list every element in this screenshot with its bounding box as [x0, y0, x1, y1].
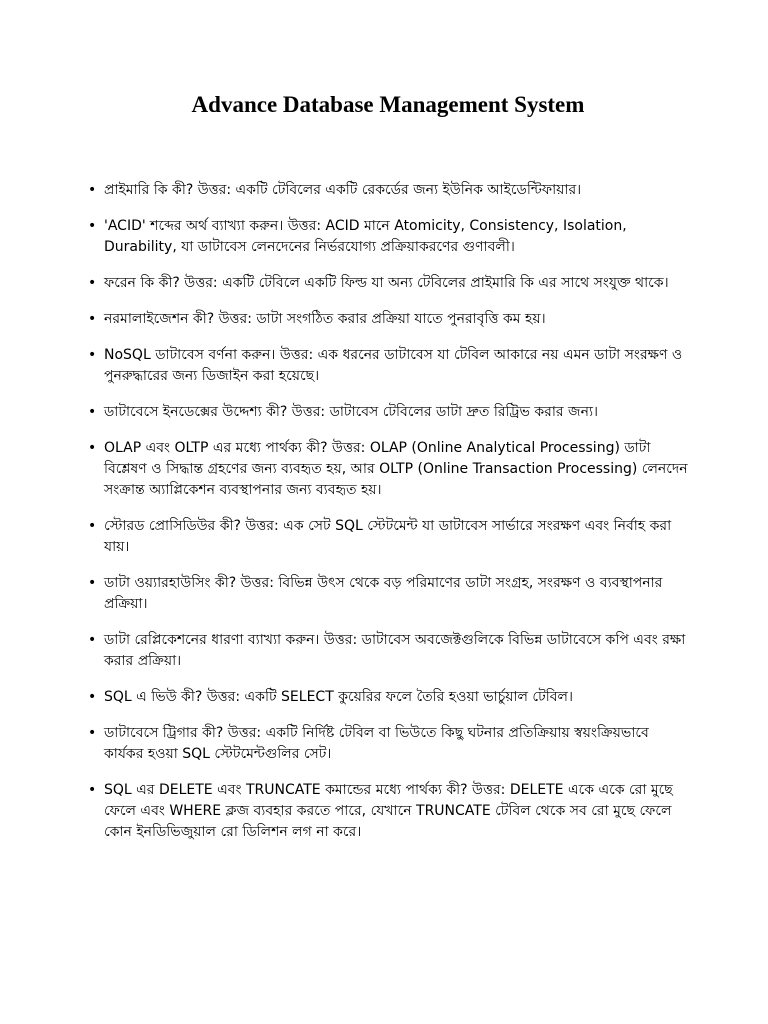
qa-list [88, 180, 688, 843]
qa-item-4 [88, 309, 688, 330]
qa-item-3 [88, 273, 688, 294]
bullet-icon: • [88, 518, 97, 534]
qa-text: NoSQL ডাটাবেস বর্ণনা করুন। উত্তর: এক ধরনের ডাটাবেস যা টেবিল আকারে নয় এমন ডাটা সংরক্ষণ ও পুনরুদ্ধারের জন্য ডিজাইন করা হয়েছে। [104, 347, 683, 384]
bullet-icon: • [88, 311, 97, 327]
qa-text: ডাটা ওয়্যারহাউসিং কী? উত্তর: বিভিন্ন উৎস থেকে বড় পরিমাণের ডাটা সংগ্রহ, সংরক্ষণ ও ব্যবস্থাপনার প্রক্রিয়া। [104, 575, 663, 612]
qa-text: প্রাইমারি কি কী? উত্তর: একটি টেবিলের একটি রেকর্ডের জন্য ইউনিক আইডেন্টিফায়ার। [104, 182, 582, 198]
bullet-icon: • [88, 725, 97, 741]
qa-item-13 [88, 780, 688, 843]
qa-item-8 [88, 516, 688, 558]
qa-text: OLAP এবং OLTP এর মধ্যে পার্থক্য কী? উত্তর: OLAP (Online Analytical Processing) ডাটা বিশ্লেষণ ও সিদ্ধান্ত গ্রহণের জন্য ব্যবহৃত হয়, আর OLTP (Online Transaction Processing) লেনদেন সংক্রান্ত অ্যাপ্লিকেশন ব্যবস্থাপনার জন্য ব্যবহৃত হয়। [104, 440, 688, 498]
qa-item-9 [88, 573, 688, 615]
qa-text: ডাটা রেপ্লিকেশনের ধারণা ব্যাখ্যা করুন। উত্তর: ডাটাবেস অবজেক্টগুলিকে বিভিন্ন ডাটাবেসে কপি এবং রক্ষা করার প্রক্রিয়া। [104, 632, 686, 669]
qa-item-1 [88, 180, 688, 201]
qa-item-2 [88, 216, 688, 258]
bullet-icon: • [88, 575, 97, 591]
bullet-icon: • [88, 218, 97, 234]
bullet-icon: • [88, 275, 97, 291]
bullet-icon: • [88, 347, 97, 363]
bullet-icon: • [88, 182, 97, 198]
bullet-icon: • [88, 440, 97, 456]
qa-text: ডাটাবেসে ইনডেক্সের উদ্দেশ্য কী? উত্তর: ডাটাবেস টেবিলের ডাটা দ্রুত রিট্রিভ করার জন্য। [104, 404, 599, 420]
bullet-icon: • [88, 782, 97, 798]
qa-text: স্টোরড প্রোসিডিউর কী? উত্তর: এক সেট SQL স্টেটমেন্ট যা ডাটাবেস সার্ভারে সংরক্ষণ এবং নির্বাহ করা যায়। [104, 518, 672, 555]
document-title: Advance Database Management System [191, 92, 585, 117]
qa-item-10 [88, 630, 688, 672]
qa-text: ফরেন কি কী? উত্তর: একটি টেবিলে একটি ফিল্ড যা অন্য টেবিলের প্রাইমারি কি এর সাথে সংযুক্ত থাকে। [104, 275, 669, 291]
qa-text: নরমালাইজেশন কী? উত্তর: ডাটা সংগঠিত করার প্রক্রিয়া যাতে পুনরাবৃত্তি কম হয়। [104, 311, 546, 327]
qa-item-5 [88, 345, 688, 387]
qa-item-12 [88, 723, 688, 765]
qa-text: ডাটাবেসে ট্রিগার কী? উত্তর: একটি নির্দিষ্ট টেবিল বা ভিউতে কিছু ঘটনার প্রতিক্রিয়ায় স্বয়ংক্রিয়ভাবে কার্যকর হওয়া SQL স্টেটমেন্টগুলির সেট। [104, 725, 649, 762]
bullet-icon: • [88, 632, 97, 648]
qa-item-11 [88, 687, 688, 708]
qa-text: SQL এ ভিউ কী? উত্তর: একটি SELECT কুয়েরির ফলে তৈরি হওয়া ভার্চুয়াল টেবিল। [104, 689, 573, 705]
qa-item-7 [88, 438, 688, 501]
qa-text: SQL এর DELETE এবং TRUNCATE কমান্ডের মধ্যে পার্থক্য কী? উত্তর: DELETE একে একে রো মুছে ফেলে এবং WHERE ক্লজ ব্যবহার করতে পারে, যেখানে TRUNCATE টেবিল থেকে সব রো মুছে ফেলে কোন ইনডিভিজুয়াল রো ডিলিশন লগ না করে। [104, 782, 673, 840]
bullet-icon: • [88, 404, 97, 420]
bullet-icon: • [88, 689, 97, 705]
qa-text: 'ACID' শব্দের অর্থ ব্যাখ্যা করুন। উত্তর: ACID মানে Atomicity, Consistency, Isolation, Durability, যা ডাটাবেস লেনদেনের নির্ভরযোগ্য প্রক্রিয়াকরণের গুণাবলী। [104, 218, 627, 255]
qa-item-6 [88, 402, 688, 423]
